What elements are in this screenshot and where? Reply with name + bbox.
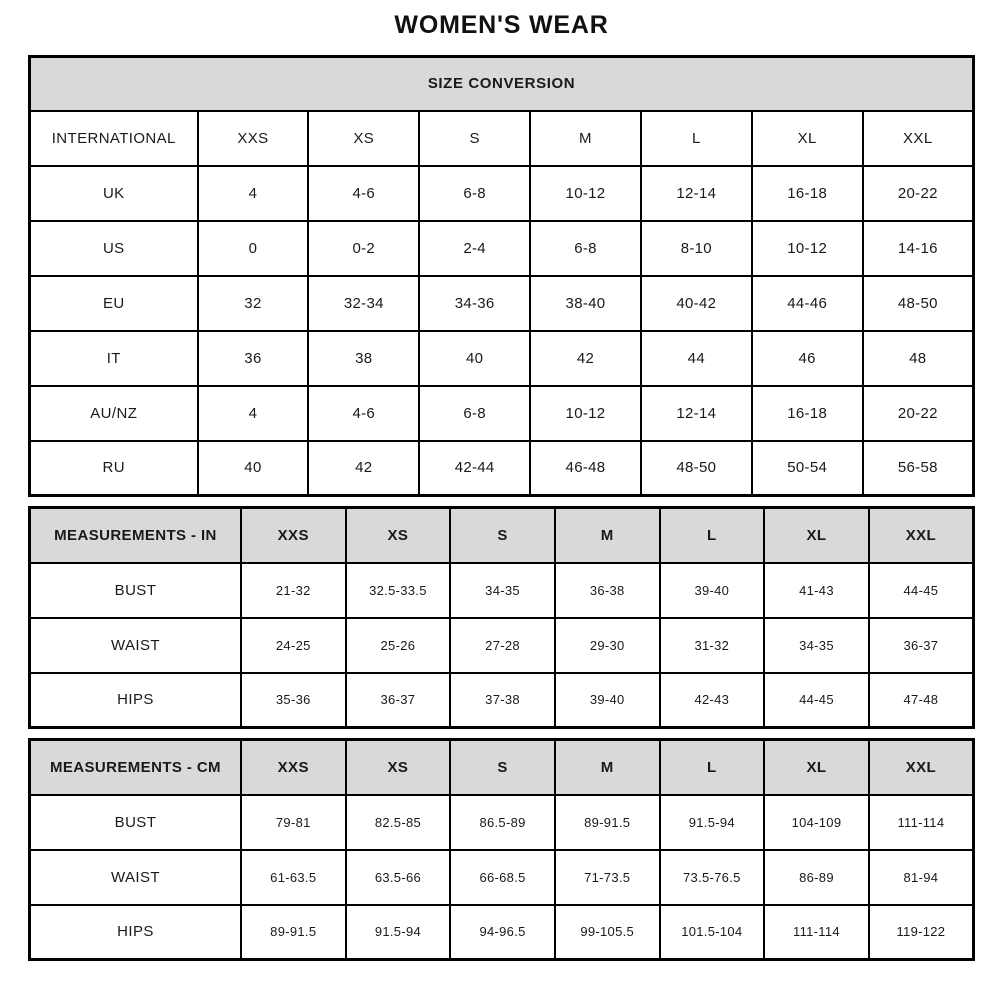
table-row: [30, 850, 974, 905]
cell: 27-28: [450, 618, 555, 673]
cell: 36: [198, 331, 309, 386]
cell: 38-40: [530, 276, 641, 331]
cell: 20-22: [863, 386, 974, 441]
cell: 44-45: [764, 673, 869, 728]
cell: 50-54: [752, 441, 863, 496]
cell: 10-12: [530, 166, 641, 221]
cell: 40: [198, 441, 309, 496]
column-header: S: [419, 111, 530, 166]
column-header: XL: [764, 508, 869, 563]
size_conversion-column-header-row: [30, 111, 974, 166]
cell: 89-91.5: [555, 795, 660, 850]
cell: 79-81: [241, 795, 346, 850]
cell: 44: [641, 331, 752, 386]
measurements-in-table: [28, 506, 975, 729]
column-header: XXL: [869, 740, 974, 795]
row-label: BUST: [30, 563, 241, 618]
column-header: XXS: [241, 740, 346, 795]
cell: 12-14: [641, 166, 752, 221]
cell: 41-43: [764, 563, 869, 618]
size_conversion-banner: SIZE CONVERSION: [30, 57, 974, 111]
row-label: EU: [30, 276, 198, 331]
cell: 104-109: [764, 795, 869, 850]
column-header: L: [660, 740, 765, 795]
cell: 91.5-94: [660, 795, 765, 850]
column-header: M: [555, 508, 660, 563]
cell: 119-122: [869, 905, 974, 960]
cell: 56-58: [863, 441, 974, 496]
cell: 14-16: [863, 221, 974, 276]
cell: 10-12: [530, 386, 641, 441]
cell: 42: [308, 441, 419, 496]
table-row: [30, 795, 974, 850]
column-header: XS: [308, 111, 419, 166]
column-header: XXL: [869, 508, 974, 563]
table-row: [30, 905, 974, 960]
cell: 111-114: [764, 905, 869, 960]
cell: 34-35: [764, 618, 869, 673]
cell: 0: [198, 221, 309, 276]
cell: 44-45: [869, 563, 974, 618]
cell: 34-35: [450, 563, 555, 618]
measurements-cm-table: [28, 738, 975, 961]
column-header: M: [530, 111, 641, 166]
cell: 16-18: [752, 166, 863, 221]
cell: 36-38: [555, 563, 660, 618]
cell: 21-32: [241, 563, 346, 618]
table-row: [30, 331, 974, 386]
table-row: [30, 618, 974, 673]
table-row: [30, 441, 974, 496]
row-label: HIPS: [30, 673, 241, 728]
cell: 40-42: [641, 276, 752, 331]
cell: 42: [530, 331, 641, 386]
row-label: HIPS: [30, 905, 241, 960]
table-row: [30, 673, 974, 728]
measurements_in-column-header-row: [30, 508, 974, 563]
row-label: WAIST: [30, 618, 241, 673]
cell: 71-73.5: [555, 850, 660, 905]
row-label: AU/NZ: [30, 386, 198, 441]
cell: 66-68.5: [450, 850, 555, 905]
size-conversion-table: [28, 55, 975, 497]
cell: 4-6: [308, 386, 419, 441]
cell: 0-2: [308, 221, 419, 276]
cell: 31-32: [660, 618, 765, 673]
cell: 4-6: [308, 166, 419, 221]
cell: 44-46: [752, 276, 863, 331]
cell: 29-30: [555, 618, 660, 673]
cell: 48-50: [863, 276, 974, 331]
cell: 101.5-104: [660, 905, 765, 960]
cell: 42-44: [419, 441, 530, 496]
cell: 86.5-89: [450, 795, 555, 850]
table-row: [30, 386, 974, 441]
column-header: S: [450, 740, 555, 795]
cell: 25-26: [346, 618, 451, 673]
row-label: WAIST: [30, 850, 241, 905]
cell: 99-105.5: [555, 905, 660, 960]
cell: 34-36: [419, 276, 530, 331]
cell: 46-48: [530, 441, 641, 496]
cell: 6-8: [419, 166, 530, 221]
cell: 8-10: [641, 221, 752, 276]
column-header: XXS: [198, 111, 309, 166]
cell: 36-37: [869, 618, 974, 673]
cell: 2-4: [419, 221, 530, 276]
column-header: MEASUREMENTS - CM: [30, 740, 241, 795]
cell: 40: [419, 331, 530, 386]
cell: 16-18: [752, 386, 863, 441]
row-label: IT: [30, 331, 198, 386]
cell: 37-38: [450, 673, 555, 728]
cell: 32-34: [308, 276, 419, 331]
cell: 39-40: [660, 563, 765, 618]
column-header: XS: [346, 508, 451, 563]
cell: 89-91.5: [241, 905, 346, 960]
column-header: XXL: [863, 111, 974, 166]
cell: 82.5-85: [346, 795, 451, 850]
cell: 35-36: [241, 673, 346, 728]
column-header: INTERNATIONAL: [30, 111, 198, 166]
table-row: [30, 221, 974, 276]
column-header: L: [660, 508, 765, 563]
cell: 42-43: [660, 673, 765, 728]
column-header: L: [641, 111, 752, 166]
cell: 32: [198, 276, 309, 331]
cell: 47-48: [869, 673, 974, 728]
cell: 32.5-33.5: [346, 563, 451, 618]
column-header: M: [555, 740, 660, 795]
column-header: XS: [346, 740, 451, 795]
cell: 86-89: [764, 850, 869, 905]
cell: 4: [198, 386, 309, 441]
cell: 94-96.5: [450, 905, 555, 960]
cell: 10-12: [752, 221, 863, 276]
column-header: XXS: [241, 508, 346, 563]
cell: 36-37: [346, 673, 451, 728]
table-row: [30, 276, 974, 331]
cell: 48: [863, 331, 974, 386]
cell: 91.5-94: [346, 905, 451, 960]
column-header: XL: [752, 111, 863, 166]
cell: 6-8: [530, 221, 641, 276]
measurements_cm-column-header-row: [30, 740, 974, 795]
cell: 6-8: [419, 386, 530, 441]
row-label: UK: [30, 166, 198, 221]
cell: 73.5-76.5: [660, 850, 765, 905]
cell: 24-25: [241, 618, 346, 673]
cell: 4: [198, 166, 309, 221]
row-label: US: [30, 221, 198, 276]
cell: 111-114: [869, 795, 974, 850]
cell: 63.5-66: [346, 850, 451, 905]
table-row: [30, 166, 974, 221]
page-title: WOMEN'S WEAR: [394, 11, 609, 39]
table-row: [30, 563, 974, 618]
cell: 12-14: [641, 386, 752, 441]
cell: 61-63.5: [241, 850, 346, 905]
cell: 81-94: [869, 850, 974, 905]
column-header: XL: [764, 740, 869, 795]
cell: 20-22: [863, 166, 974, 221]
column-header: S: [450, 508, 555, 563]
cell: 48-50: [641, 441, 752, 496]
row-label: RU: [30, 441, 198, 496]
cell: 46: [752, 331, 863, 386]
column-header: MEASUREMENTS - IN: [30, 508, 241, 563]
row-label: BUST: [30, 795, 241, 850]
cell: 39-40: [555, 673, 660, 728]
cell: 38: [308, 331, 419, 386]
